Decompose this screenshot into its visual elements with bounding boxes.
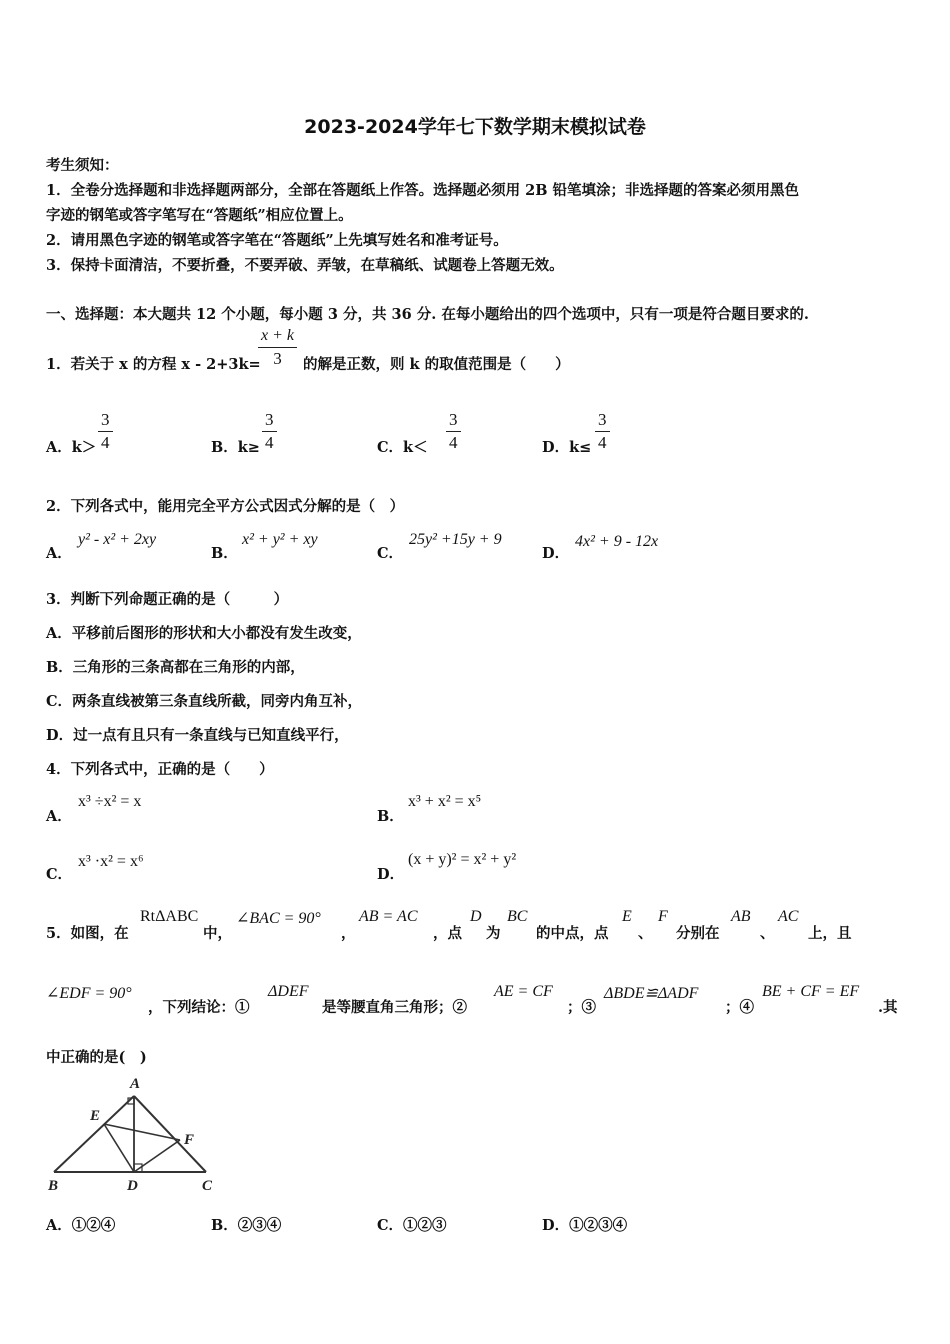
q5-math-angle-bac: ∠BAC = 90°: [236, 910, 321, 927]
q1-c-num: 3: [446, 410, 461, 432]
q2-stem: 2．下列各式中，能用完全平方公式因式分解的是（ ）: [46, 498, 405, 515]
q4-option-a[interactable]: A．: [46, 808, 72, 825]
q3-stem: 3．判断下列命题正确的是（ ）: [46, 591, 289, 608]
notice-line-3: 3．保持卡面清洁，不要折叠，不要弄破、弄皱，在草稿纸、试题卷上答题无效。: [46, 257, 564, 274]
segment-ac: [134, 1096, 206, 1172]
q5-option-d[interactable]: [542, 1214, 627, 1235]
q5-text-4: ，点: [433, 925, 462, 942]
q2-option-b[interactable]: B．: [211, 545, 238, 562]
q4-option-b[interactable]: B．: [377, 808, 404, 825]
label-a: A: [130, 1076, 141, 1092]
q5-math-ac: AC: [778, 908, 799, 925]
q1-option-d[interactable]: D．k≤: [542, 439, 592, 456]
q1-a-num: 3: [98, 410, 113, 432]
q4-option-d[interactable]: D．: [377, 866, 405, 883]
q5-text-2: 中，: [203, 925, 232, 942]
segment-df: [134, 1140, 180, 1172]
q5-text-3: ，: [341, 925, 356, 942]
q1-b-den: 4: [265, 433, 274, 452]
q5-text-6: 的中点，点: [536, 925, 609, 942]
q5-text-7: 、: [638, 925, 653, 942]
q2-option-b-expr: x² + y² + xy: [242, 531, 318, 548]
q1-option-b-frac: [262, 410, 277, 454]
q1-b-num: 3: [262, 410, 277, 432]
q2-option-a[interactable]: A．: [46, 545, 72, 562]
label-e: E: [90, 1108, 101, 1124]
q5-math-be-cf-ef: BE + CF = EF: [762, 983, 860, 1000]
q5-option-b-label: B．: [211, 1217, 238, 1234]
q1-frac-den: 3: [273, 349, 282, 368]
q2-option-c-expr: 25y² +15y + 9: [409, 531, 502, 548]
q5-text-15: .其: [878, 999, 898, 1016]
notice-line-2: 2．请用黑色字迹的钢笔或答字笔在“答题纸”上先填写姓名和准考证号。: [46, 232, 508, 249]
q5-math-d: D: [470, 908, 482, 925]
q5-math-ae-cf: AE = CF: [494, 983, 553, 1000]
q2-option-d[interactable]: D．: [542, 545, 570, 562]
q1-frac-num: x + k: [258, 326, 297, 348]
q1-option-c-frac: [446, 410, 461, 454]
q5-text-14: ；④: [725, 999, 754, 1016]
q5-math-bc: BC: [507, 908, 528, 925]
segment-ed: [104, 1124, 134, 1172]
q4-stem: 4．下列各式中，正确的是（ ）: [46, 761, 274, 778]
q5-text-8: 分别在: [676, 925, 720, 942]
q1-option-b[interactable]: B．k≥: [211, 439, 260, 456]
q1-c-den: 4: [449, 433, 458, 452]
q2-option-c[interactable]: C．: [377, 545, 404, 562]
q5-text-13: ；③: [567, 999, 596, 1016]
q5-math-f: F: [658, 908, 668, 925]
q5-text-16: 中正确的是( ): [46, 1049, 147, 1066]
label-d: D: [127, 1178, 138, 1194]
q3-option-c[interactable]: C．两条直线被第三条直线所截，同旁内角互补，: [46, 693, 363, 710]
q4-option-a-expr: x³ ÷x² = x: [78, 793, 142, 810]
q3-option-a[interactable]: A．平移前后图形的形状和大小都没有发生改变，: [46, 625, 362, 642]
notice-line-1b: 字迹的钢笔或答字笔写在“答题纸”相应位置上。: [46, 207, 353, 224]
q1-fraction: [258, 326, 297, 370]
label-f: F: [184, 1132, 195, 1148]
q4-option-c[interactable]: C．: [46, 866, 73, 883]
q5-text-10: 上，且: [808, 925, 852, 942]
q5-option-c-label: C．: [377, 1217, 404, 1234]
q5-option-c[interactable]: [377, 1214, 447, 1235]
q4-option-b-expr: x³ + x² = x⁵: [408, 793, 482, 810]
notice-heading: 考生须知：: [46, 157, 119, 174]
q3-option-b[interactable]: B．三角形的三条高都在三角形的内部，: [46, 659, 305, 676]
page-title: 2023-2024学年七下数学期末模拟试卷: [304, 116, 646, 138]
q1-d-num: 3: [595, 410, 610, 432]
q5-text-12: 是等腰直角三角形；②: [322, 999, 467, 1016]
q5-math-rt-abc: RtΔABC: [140, 908, 199, 925]
q1-stem-a: 1．若关于 x 的方程 x - 2+3k=: [46, 356, 261, 373]
q5-option-b[interactable]: [211, 1214, 281, 1235]
q5-text-1: 5．如图，在: [46, 925, 129, 942]
q5-math-congruent: ΔBDE≌ΔADF: [604, 985, 699, 1002]
q5-option-b-value: ②③④: [237, 1217, 282, 1234]
q1-option-a-frac: [98, 410, 113, 454]
q5-option-d-label: D．: [542, 1217, 570, 1234]
q1-stem-b: 的解是正数，则 k 的取值范围是（ ）: [303, 356, 570, 373]
q2-option-d-expr: 4x² + 9 - 12x: [575, 533, 659, 550]
notice-line-1a: 1．全卷分选择题和非选择题两部分，全部在答题纸上作答。选择题必须用 2B 铅笔填涂；非选择题的答案必须用黑色: [46, 182, 800, 199]
q2-option-a-expr: y² - x² + 2xy: [78, 531, 157, 548]
q5-math-angle-edf: ∠EDF = 90°: [46, 985, 132, 1002]
section-heading: 一、选择题：本大题共 12 个小题，每小题 3 分，共 36 分. 在每小题给出的四个选项中，只有一项是符合题目要求的.: [46, 306, 809, 323]
q1-option-a[interactable]: A．k＞: [46, 439, 97, 456]
q5-option-a-value: ①②④: [71, 1217, 116, 1234]
q5-option-a[interactable]: [46, 1214, 115, 1235]
q5-text-5: 为: [486, 925, 501, 942]
q5-text-11: ，下列结论：①: [148, 999, 250, 1016]
q4-option-d-expr: (x + y)² = x² + y²: [408, 851, 517, 868]
q1-option-d-frac: [595, 410, 610, 454]
q5-text-9: 、: [760, 925, 775, 942]
q4-option-c-expr: x³ ·x² = x⁶: [78, 853, 144, 870]
q5-math-e: E: [622, 908, 632, 925]
q5-option-c-value: ①②③: [403, 1217, 447, 1234]
q3-option-d[interactable]: D．过一点有且只有一条直线与已知直线平行，: [46, 727, 349, 744]
q1-option-c[interactable]: C．k＜: [377, 439, 428, 456]
q5-option-a-label: A．: [46, 1217, 72, 1234]
q1-d-den: 4: [598, 433, 607, 452]
q5-triangle-figure: [44, 1074, 224, 1196]
q1-a-den: 4: [101, 433, 110, 452]
q5-math-def: ΔDEF: [268, 983, 309, 1000]
q5-math-ab: AB: [731, 908, 751, 925]
q5-option-d-value: ①②③④: [569, 1217, 628, 1234]
label-c: C: [202, 1178, 213, 1194]
label-b: B: [48, 1178, 59, 1194]
q5-math-ab-ac: AB = AC: [359, 908, 418, 925]
